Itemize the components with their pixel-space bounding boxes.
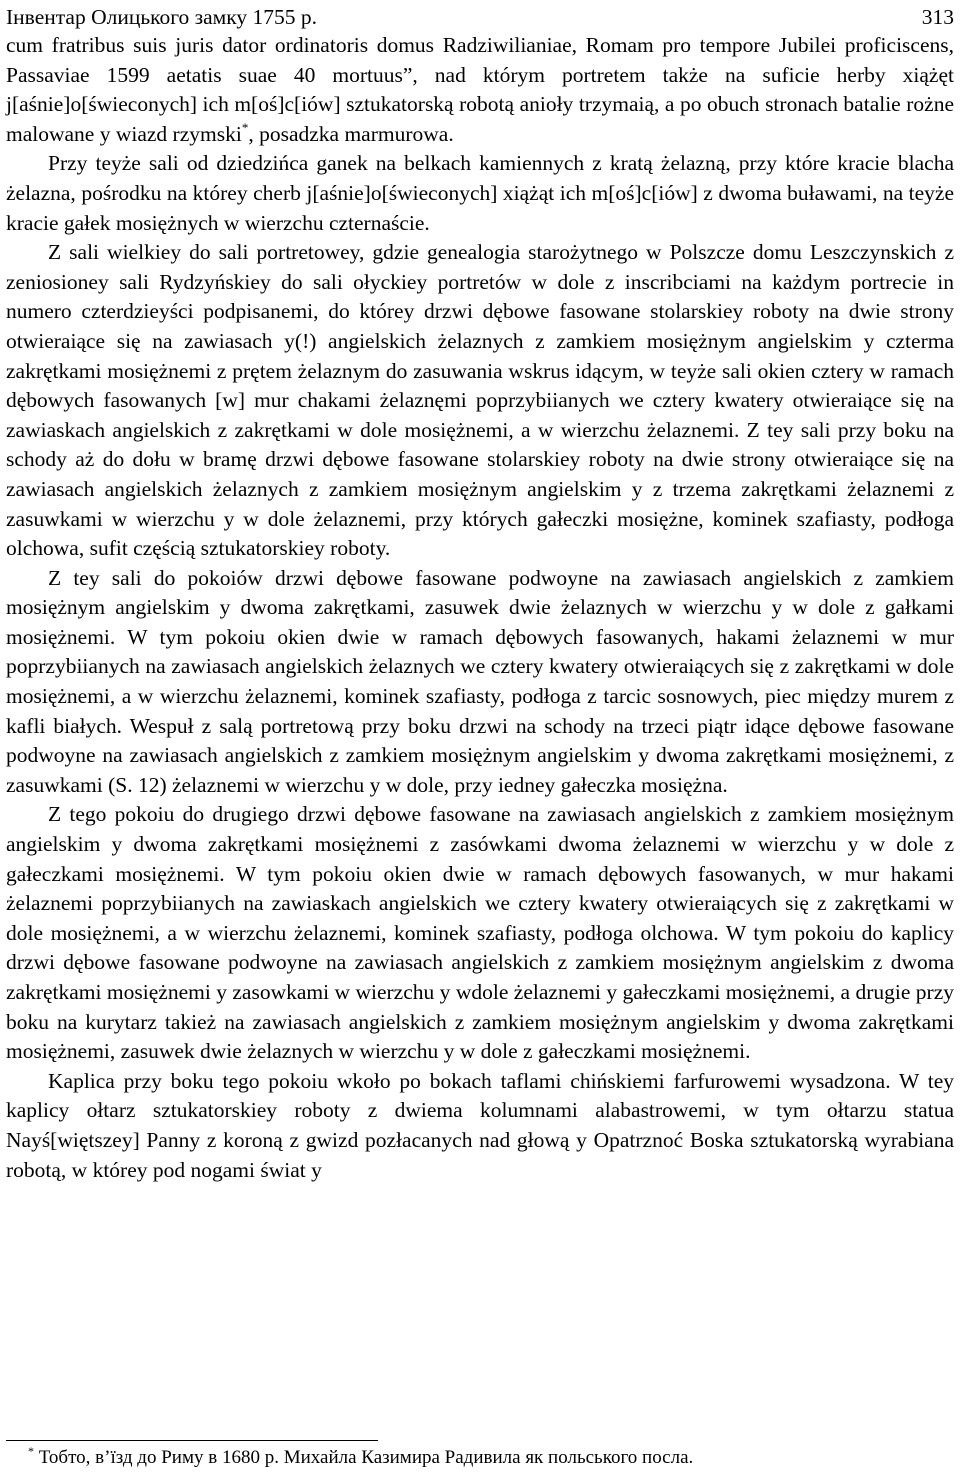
paragraph-2: Przy teyże sali od dziedzińca ganek na belkach kamiennych z kratą żelazną, przy które kracie blacha żelazna, pośrodku na którey cherb j[aśnie]o[świeconych] xiążąt ich m[oś]c[iów] z dwoma buławami, na teyże kracie gałek mosiężnych w wierzchu czternaście.	[6, 151, 954, 235]
paragraph-5: Z tego pokoiu do drugiego drzwi dębowe fasowane na zawiasach angielskich z zamkiem mosiężnym angielskim y dwoma zakrętkami mosiężnemi z zasówkami dwoma żelaznemi w wierzchu y w dole z gałeczkami mosiężnemi. W tym pokoiu okien dwie w ramach dębowych fasowanych, w mur hakami żelaznemi poprzybiianych na zawiaskach angielskich we cztery kwatery otwieraiących się z zakrętkami w dole mosiężnemi, a w wierzchu żelaznemi, kominek szafiasty, podłoga olchowa. W tym pokoiu do kaplicy drzwi dębowe fasowane podwoyne na zawiasach angielskich z zamkiem mosiężnym angielskim z dwoma zakrętkami mosiężnemi y zasowkami w wierzchu y wdole żelaznemi y gałeczkami mosiężnemi, a drugie przy boku na kurytarz takież na zawiasach angielskich z zamkiem mosiężnym angielskim y dwoma zakrętkami mosiężnemi, zasuwek dwie żelaznych w wierzchu y w dole z gałeczkami mosiężnemi.	[6, 802, 954, 1064]
paragraph-4: Z tey sali do pokoiów drzwi dębowe fasowane podwoyne na zawiasach angielskich z zamkiem mosiężnym angielskim y dwoma zakrętkami, zasuwek dwie żelaznych w wierzchu y w dole z gałkami mosiężnemi. W tym pokoiu okien dwie w ramach dębowych fasowanych, hakami żelaznemi w mur poprzybiianych na zawiasach angielskich żelaznych we cztery kwatery otwieraiących się z zakrętkami w dole mosiężnemi, a w wierzchu żelaznemi, kominek szafiasty, podłoga z tarcic sosnowych, piec między murem z kafli białych. Wespuł z salą portretową przy boku drzwi na schody na trzeci piątr idące dębowe fasowane podwoyne na zawiasach angielskich z zamkiem mosiężnym angielskim y dwoma zakrętkami mosiężnemi, z zasuwkami (S. 12) żelaznemi w wierzchu y w dole, przy iedney gałeczka mosiężna.	[6, 565, 954, 797]
running-head-title: Інвентар Олицького замку 1755 р.	[6, 5, 318, 29]
paragraph-1-text: cum fratribus suis juris dator ordinatoris domus Radziwilianiae, Romam pro tempore Jubilei proficiscens, Passaviae 1599 aetatis suae 40 mortuus”, nad którym portretem także na suficie herby xiążęt j[aśnie]o[świeconych] ich m[oś]c[iów] sztukatorską robotą anioły trzymaią, a po obuch stronach batalie rożne malowane y wiazd rzymski	[6, 33, 954, 146]
footnote-text: Тобто, в’їзд до Риму в 1680 р. Михайла Казимира Радивила як польського посла.	[38, 1447, 694, 1468]
paragraph-1	[6, 31, 954, 149]
body-text	[6, 31, 954, 1185]
footnote	[28, 1446, 693, 1470]
paragraph-1-text-end: , posadzka marmurowa.	[248, 121, 454, 146]
running-head	[6, 2, 954, 32]
footnote-separator	[6, 1440, 378, 1441]
paragraph-3: Z sali wielkiey do sali portretowey, gdzie genealogia starożytnego w Polszcze domu Leszczynskich z zeniosioney sali Rydzyńskiey do sali ołyckiey portretów w dole z inscribciami na każdym portrecie in numero czterdzieyści podpisanemi, do którey drzwi dębowe fasowane stolarskiey roboty na dwie strony otwieraiące się na zawiasach y(!) angielskich żelaznych z zamkiem mosiężnym angielskim y czterma zakrętkami mosiężnemi z prętem żelaznym do zasuwania wskrus idącym, w teyże sali okien cztery w ramach dębowych fasowanych [w] mur chakami żelaznęmi poprzybiianych we cztery kwatery otwieraiące się na zawiaskach angielskich z zakrętkami w dole mosiężnemi, a w wierzchu żelaznemi. Z tey sali przy boku na schody aż do dołu w bramę drzwi dębowe fasowane stolarskiey roboty na dwie strony otwieraiące się na zawiasach angielskich żelaznych z zamkiem mosiężnym angielskim y z trzema zakrętkami żelaznemi z zasuwkami w wierzchu y w dole żelaznemi, przy których gałeczki mosiężne, kominek szafiasty, podłoga olchowa, sufit częścią sztukatorskiey roboty.	[6, 240, 954, 561]
footnote-mark: *	[28, 1444, 34, 1458]
paragraph-6: Kaplica przy boku tego pokoiu wkoło po bokach taflami chińskiemi farfurowemi wysadzona. W tey kaplicy ołtarz sztukatorskiey roboty z dwiema kolumnami alabastrowemi, w tym ołtarzu statua Nayś[więtszey] Panny z koroną z gwizd pozłacanych nad głową y Opatrznoć Boska sztukatorską wyrabiana robotą, w którey pod nogami świat y	[6, 1068, 954, 1182]
page-number: 313	[921, 5, 954, 29]
footnote-reference-mark[interactable]: *	[241, 119, 249, 135]
